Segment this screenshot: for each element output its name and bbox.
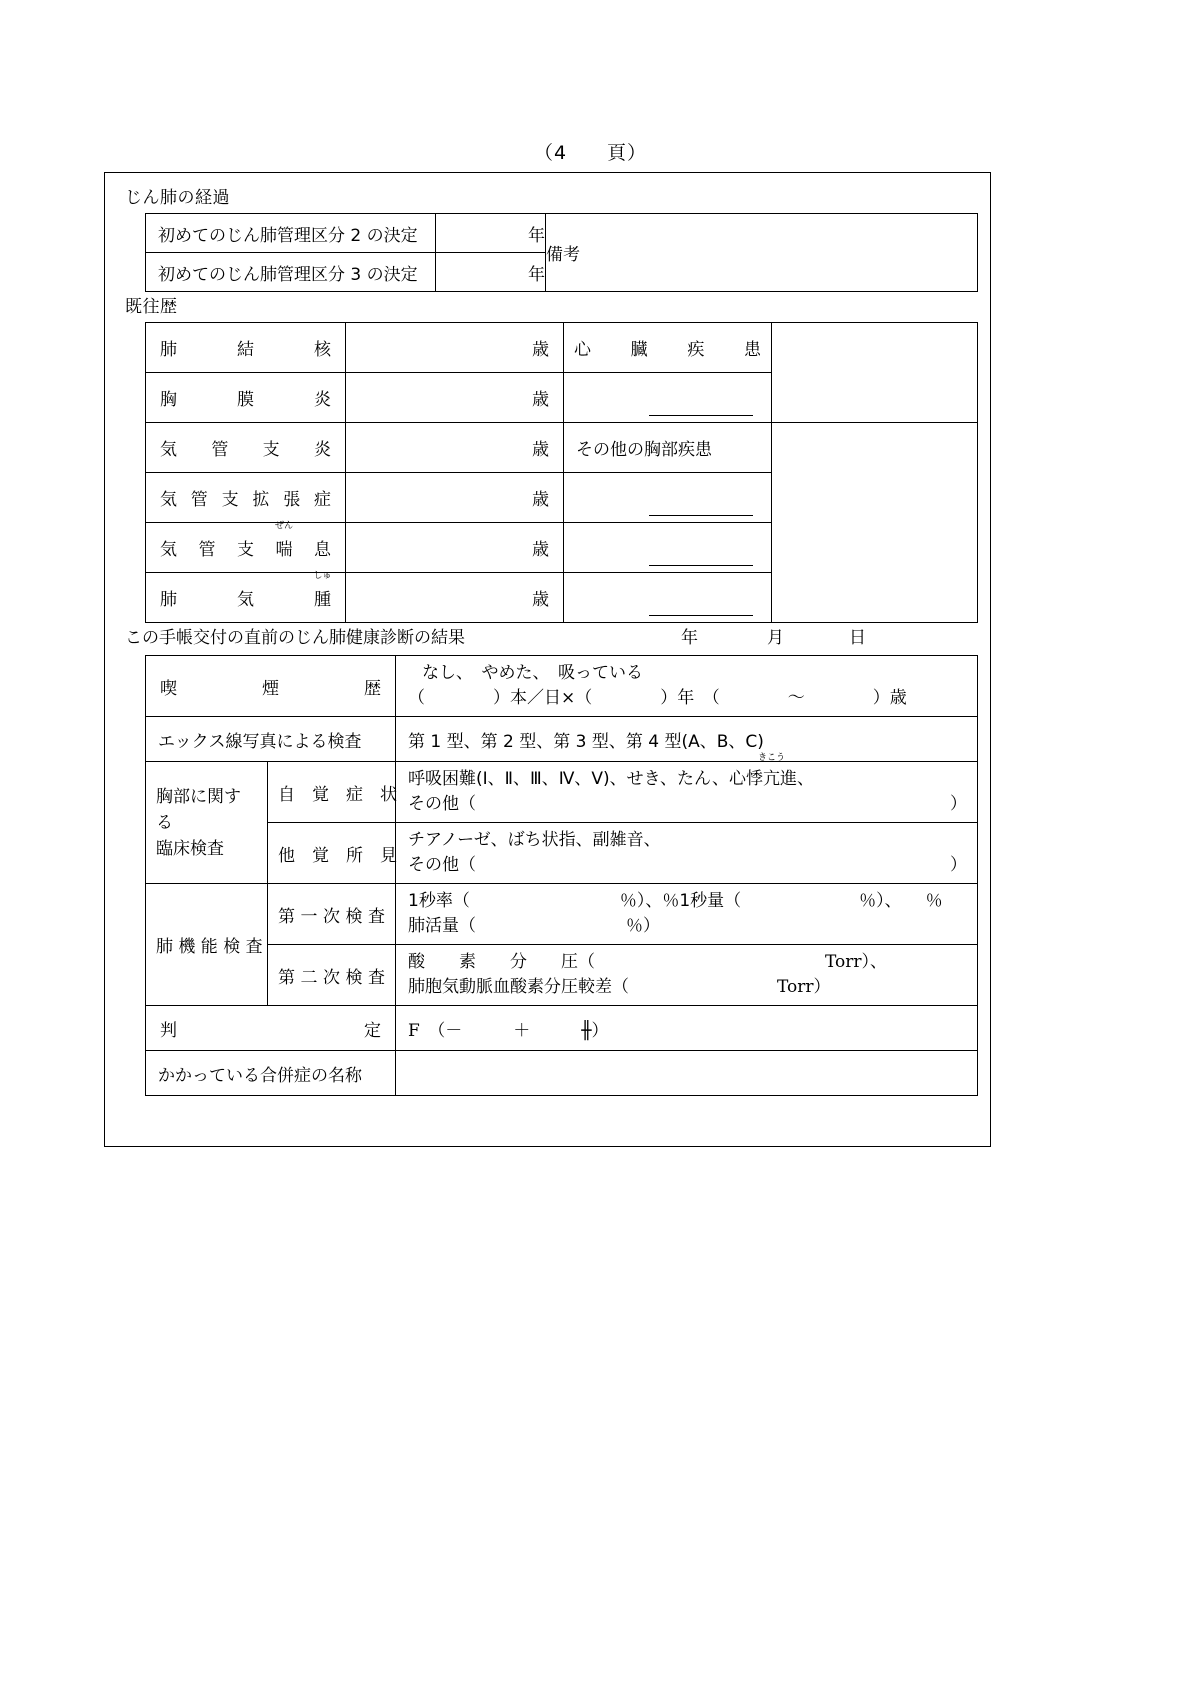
second-exam-line-2 <box>408 975 967 1000</box>
subjective-other-label: その他（ <box>408 794 476 814</box>
write-in-underline[interactable] <box>649 514 753 516</box>
chest-clinical-label <box>146 762 268 884</box>
history-label-pleurisy-text: 胸 膜 炎 <box>160 390 331 410</box>
history-heart-disease-blank-inner <box>564 373 771 422</box>
first-exam-line-1 <box>408 889 967 914</box>
xray-exam-label <box>146 717 396 762</box>
judgement-value-text: F （－ ＋ ╫） <box>408 1020 609 1041</box>
table-row <box>146 1006 978 1051</box>
vital-capacity-close: ％） <box>626 916 660 936</box>
history-label-pleurisy <box>146 373 346 423</box>
table-row <box>146 1051 978 1096</box>
results-heading-text: この手帳交付の直前のじん肺健康診断の結果 <box>125 628 465 648</box>
history-label-asthma-text <box>146 521 345 560</box>
date-year-label: 年 <box>681 628 698 648</box>
history-other-chest-blank-3-inner <box>564 573 771 622</box>
history-other-chest-blank-2-inner <box>564 523 771 572</box>
history-other-chest-text: その他の胸部疾患 <box>576 440 712 460</box>
second-exam-value[interactable] <box>396 945 978 1006</box>
history-label-emphysema-text <box>146 571 345 610</box>
objective-other-label: その他（ <box>408 855 476 875</box>
table-row <box>146 717 978 762</box>
history-other-chest-blank-2[interactable] <box>564 523 772 573</box>
subjective-symptoms-value[interactable] <box>396 753 978 823</box>
subjective-symptoms-label <box>268 762 396 823</box>
progress-label-2 <box>146 253 436 292</box>
history-age-emphysema[interactable] <box>346 573 564 623</box>
history-other-chest-blank-3[interactable] <box>564 573 772 623</box>
history-heart-disease-blank[interactable] <box>564 373 772 423</box>
objective-line-1: チアノーゼ、ばち状指、副雑音、 <box>408 830 661 850</box>
objective-findings-label-text: 他 覚 所 見 <box>278 845 397 866</box>
progress-unit-2: 年 <box>436 253 546 292</box>
ruby-text-shu: しゅ <box>313 571 332 581</box>
results-heading-line <box>117 623 979 655</box>
chest-clinical-label-line1: 胸部に関する <box>156 786 241 833</box>
complication-name-label-text: かかっている合併症の名称 <box>158 1065 362 1086</box>
subjective-line-1-pre: 呼吸困難(Ⅰ、Ⅱ、Ⅲ、Ⅳ、Ⅴ)、せき、たん、心悸 <box>408 769 764 789</box>
history-label-asthma <box>146 523 346 573</box>
judgement-label-text: 判 定 <box>160 1020 381 1041</box>
history-age-bronchitis[interactable] <box>346 423 564 473</box>
subjective-line-1 <box>408 753 967 792</box>
form-inner-content <box>117 183 979 1096</box>
second-exam-line-1 <box>408 950 967 975</box>
history-table <box>145 322 978 623</box>
history-age-pleurisy[interactable] <box>346 373 564 423</box>
history-heart-disease-text: 心 臓 疾 患 <box>574 340 761 360</box>
section-title-progress: じん肺の経過 <box>125 188 230 208</box>
smoking-line-2: （ ）本／日×（ ）年 （ ～ ）歳 <box>408 688 907 708</box>
progress-unit-1: 年 <box>436 214 546 253</box>
history-label-lung-tb-text: 肺 結 核 <box>160 340 331 360</box>
history-other-chest-blank-1[interactable] <box>564 473 772 523</box>
table-row <box>146 823 978 884</box>
results-table <box>145 655 978 1096</box>
table-row <box>146 945 978 1006</box>
history-label-lung-tb <box>146 323 346 373</box>
history-other-chest-blank-1-inner <box>564 473 771 522</box>
chest-clinical-label-inner <box>146 784 267 862</box>
judgement-label <box>146 1006 396 1051</box>
vital-capacity-label: 肺活量（ <box>408 916 476 936</box>
judgement-value[interactable] <box>396 1006 978 1051</box>
history-heart-disease-value[interactable] <box>772 323 978 423</box>
history-age-bronchitis-unit: 歳 <box>532 440 549 460</box>
history-label-bronchitis-text: 気 管 支 炎 <box>160 440 331 460</box>
table-row <box>146 656 978 717</box>
complication-name-value[interactable] <box>396 1051 978 1096</box>
date-day-label: 日 <box>849 628 866 648</box>
objective-findings-label <box>268 823 396 884</box>
history-age-bronchiectasis[interactable] <box>346 473 564 523</box>
ruby-base-shu: 腫 <box>314 590 331 610</box>
smoking-history-label-text: 喫 煙 歴 <box>160 678 381 699</box>
history-label-bronchitis <box>146 423 346 473</box>
history-age-asthma-unit: 歳 <box>532 540 549 560</box>
objective-findings-value[interactable] <box>396 823 978 884</box>
subjective-line-2 <box>408 792 967 817</box>
xray-exam-value-text: 第 1 型、第 2 型、第 3 型、第 4 型(A、B、C) <box>408 731 764 752</box>
fev1-percent-label: ％）、％1秒量（ <box>619 891 742 911</box>
objective-findings-value-inner <box>396 823 977 883</box>
subjective-symptoms-label-text: 自 覚 症 状 <box>278 784 397 805</box>
objective-line-2 <box>408 853 967 878</box>
progress-label-1-text: 初めてのじん肺管理区分 2 の決定 <box>158 225 418 246</box>
table-row <box>146 423 978 473</box>
write-in-underline[interactable] <box>649 614 753 616</box>
xray-exam-value[interactable] <box>396 717 978 762</box>
first-exam-line-2 <box>408 914 967 939</box>
objective-other-close-paren: ） <box>950 855 967 875</box>
history-label-emphysema <box>146 573 346 623</box>
progress-label-2-text: 初めてのじん肺管理区分 3 の決定 <box>158 264 418 285</box>
remarks-label: 備考 <box>546 245 580 265</box>
ruby-group-shu <box>313 571 332 610</box>
progress-table <box>145 213 978 292</box>
date-month-label: 月 <box>767 628 784 648</box>
lung-function-label <box>146 884 268 1006</box>
aado2-label: 肺胞気動脈血酸素分圧較差（ <box>408 977 629 997</box>
write-in-underline[interactable] <box>649 414 753 416</box>
aado2-unit: Torr） <box>777 977 831 997</box>
history-label-bronchiectasis-text: 気 管 支 拡 張 症 <box>160 490 331 510</box>
write-in-underline[interactable] <box>649 564 753 566</box>
history-other-chest-value[interactable] <box>772 423 978 623</box>
complication-name-value-text <box>396 1069 977 1077</box>
history-heart-disease-label <box>564 323 772 373</box>
first-exam-label-text: 第 一 次 検 査 <box>278 906 385 927</box>
fev1-ratio-label: 1秒率（ <box>408 891 470 911</box>
chest-clinical-label-line2: 臨床検査 <box>156 838 224 859</box>
history-age-asthma[interactable] <box>346 523 564 573</box>
history-age-pleurisy-unit: 歳 <box>532 390 549 410</box>
history-age-lung-tb-unit: 歳 <box>532 340 549 360</box>
ruby-text-zen: ぜん <box>274 521 294 531</box>
history-label-asthma-post: 息 <box>292 540 331 560</box>
page-number: （4 頁） <box>533 142 648 164</box>
lung-function-label-text: 肺 機 能 検 査 <box>156 937 263 957</box>
second-exam-value-inner <box>396 945 977 1005</box>
second-exam-label-text: 第 二 次 検 査 <box>278 967 385 988</box>
oxygen-pressure-unit: Torr）、 <box>825 952 888 972</box>
history-age-emphysema-unit: 歳 <box>532 590 549 610</box>
smoking-line-1: なし、 やめた、 吸っている <box>422 663 643 683</box>
ruby-text-kikou: きこう <box>758 753 786 763</box>
table-row <box>146 884 978 945</box>
table-row <box>146 762 978 823</box>
history-age-bronchiectasis-unit: 歳 <box>532 490 549 510</box>
history-label-emphysema-pre: 肺 気 <box>160 590 314 610</box>
first-exam-value[interactable] <box>396 884 978 945</box>
subjective-symptoms-value-inner <box>396 753 977 822</box>
subjective-other-close-paren: ） <box>950 794 967 814</box>
first-exam-value-inner <box>396 884 977 944</box>
history-age-lung-tb[interactable] <box>346 323 564 373</box>
second-exam-label <box>268 945 396 1006</box>
table-row <box>146 214 978 253</box>
fev1-percent-close: ％）、 <box>859 891 902 911</box>
history-other-chest-label <box>564 423 772 473</box>
subjective-line-1-post: 進、 <box>780 769 815 789</box>
table-row <box>146 323 978 373</box>
history-label-bronchiectasis <box>146 473 346 523</box>
section-title-history: 既往歴 <box>125 297 178 317</box>
ruby-group-kikou <box>758 753 786 792</box>
complication-name-label <box>146 1051 396 1096</box>
remarks-cell[interactable] <box>546 214 978 292</box>
ruby-base-zen: 喘 <box>275 540 293 560</box>
form-outer-frame <box>104 172 991 1147</box>
first-exam-label <box>268 884 396 945</box>
ruby-base-kikou: 亢 <box>763 769 781 789</box>
smoking-history-value[interactable] <box>396 656 978 717</box>
fev1-extra-percent: ％ <box>925 891 943 911</box>
progress-label-1 <box>146 214 436 253</box>
ruby-group-zen <box>274 521 294 560</box>
smoking-history-label <box>146 656 396 717</box>
xray-exam-label-text: エックス線写真による検査 <box>158 731 362 752</box>
history-label-asthma-pre: 気 管 支 <box>160 540 276 560</box>
oxygen-pressure-label: 酸 素 分 圧（ <box>408 952 595 972</box>
smoking-history-value-inner <box>396 656 977 716</box>
